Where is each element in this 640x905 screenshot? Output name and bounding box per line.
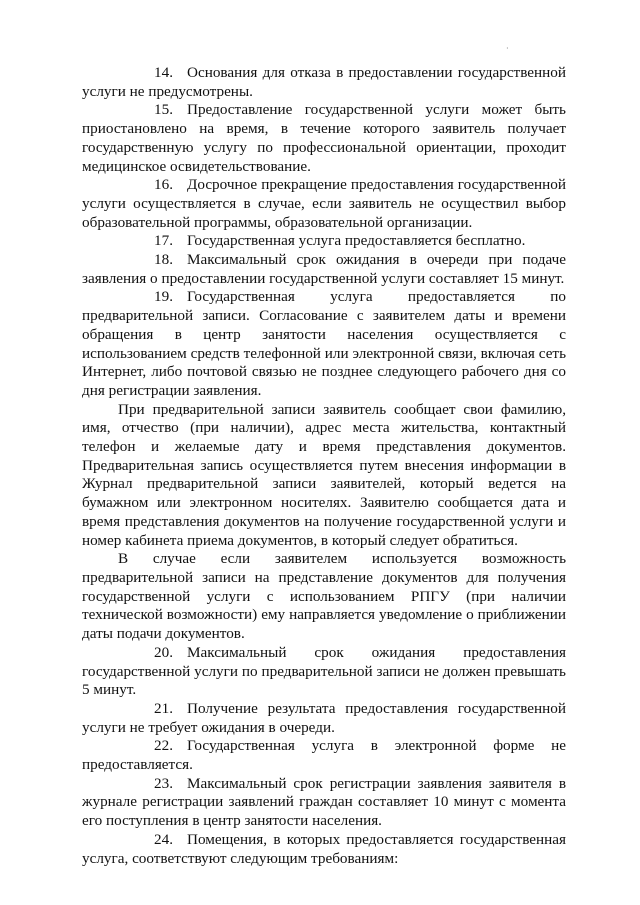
paragraph-number: 22. xyxy=(154,737,173,755)
paragraph-text: Получение результата предоставления государственной услуги не требует ожидания в очереди. xyxy=(82,699,566,736)
paragraph-number: 14. xyxy=(154,64,173,81)
paragraph-14 xyxy=(82,64,566,101)
paragraph-16 xyxy=(82,176,566,232)
paragraph-19 xyxy=(82,288,566,400)
paragraph-number: 21. xyxy=(154,699,173,717)
paragraph-number: 18. xyxy=(154,251,173,269)
paragraph-18 xyxy=(82,251,566,288)
paragraph-text: Предоставление государственной услуги может быть приостановлено на время, в течение которого заявитель получает государственную услугу по профессиональной ориентации, проходит медицинское освидетельствование. xyxy=(82,101,566,175)
paragraph-text: Максимальный срок регистрации заявления заявителя в журнале регистрации заявлений граждан составляет 10 минут с момента его поступления в центр занятости населения. xyxy=(82,774,566,830)
paragraph-20 xyxy=(82,644,566,700)
paragraph-17 xyxy=(82,232,566,251)
paragraph-text: При предварительной записи заявитель сообщает свои фамилию, имя, отчество (при наличии), адрес места жительства, контактный телефон и желаемые дату и время представления документов. Предварительная запись осуществляется путем внесения информации в Журнал предварительной записи заявителей, который ведется на бумажном или электронном носителях. Заявителю сообщается дата и время представления документов на получение государственной услуги и номер кабинета приема документов, в который следует обратиться. xyxy=(82,400,566,549)
paragraph-text: Максимальный срок ожидания в очереди при подаче заявления о предоставлении государственной услуги составляет 15 минут. xyxy=(82,251,566,287)
paragraph-23 xyxy=(82,775,566,831)
paragraph-21 xyxy=(82,700,566,737)
paragraph-text: Государственная услуга предоставляется по предварительной записи. Согласование с заявителем даты и времени обращения в центр занятости населения осуществляется с использованием средств телефонной или электронной связи, включая сеть Интернет, либо почтовой связью не позднее следующего рабочего дня со дня регистрации заявления. xyxy=(82,288,566,399)
paragraph-text: В случае если заявителем используется возможность предварительной записи на представление документов для получения государственной услуги с использованием РПГУ (при наличии технической возможности) ему направляется уведомление о приближении даты подачи документов. xyxy=(82,550,566,643)
paragraph-number: 19. xyxy=(154,288,173,306)
paragraph-number: 20. xyxy=(154,643,173,661)
paragraph-19-pre-registration xyxy=(82,401,566,551)
paragraph-15 xyxy=(82,101,566,176)
paragraph-text: Основания для отказа в предоставлении государственной услуги не предусмотрены. xyxy=(82,64,566,100)
paragraph-22 xyxy=(82,737,566,774)
paragraph-text: Государственная услуга в электронной форме не предоставляется. xyxy=(82,737,566,774)
paragraph-24 xyxy=(82,831,566,868)
paragraph-text: Максимальный срок ожидания предоставления государственной услуги по предварительной записи не должен превышать 5 минут. xyxy=(82,643,566,699)
paragraph-text: Досрочное прекращение предоставления государственной услуги осуществляется в случае, если заявитель не осуществил выбор образовательной программы, образовательной организации. xyxy=(82,176,566,231)
paragraph-number: 23. xyxy=(154,774,173,792)
paragraph-number: 15. xyxy=(154,101,173,119)
corner-mark: · xyxy=(506,44,509,53)
paragraph-number: 24. xyxy=(154,830,173,848)
paragraph-text: Помещения, в которых предоставляется государственная услуга, соответствуют следующим требованиям: xyxy=(82,830,566,867)
document-body xyxy=(82,64,566,868)
paragraph-text: Государственная услуга предоставляется бесплатно. xyxy=(186,232,526,250)
paragraph-number: 16. xyxy=(154,176,173,194)
paragraph-19-rpgu xyxy=(82,550,566,644)
paragraph-number: 17. xyxy=(154,232,173,250)
